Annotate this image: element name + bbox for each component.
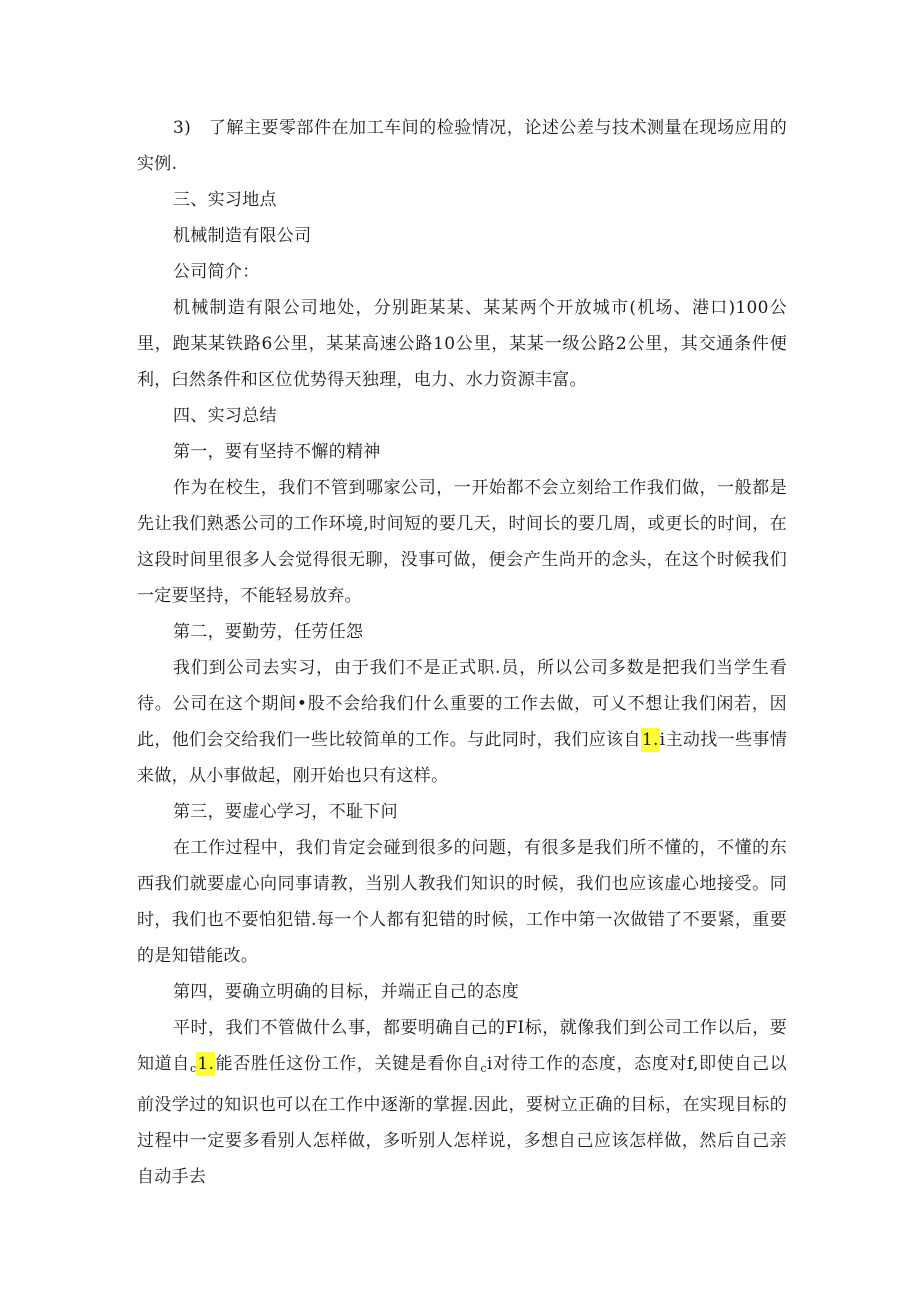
paragraph bbox=[137, 182, 787, 218]
paragraph-text: 平时，我们不管做什么事，都要明确自己的FI标，就像我们到公司工作以后，要知道自 bbox=[137, 1018, 787, 1074]
paragraph-text: 第二，要勤劳，任劳任怨 bbox=[173, 622, 364, 642]
paragraph bbox=[137, 434, 787, 470]
paragraph-text: 能否胜任这份工作，关键是看你自 bbox=[215, 1054, 481, 1074]
subscript-text: c bbox=[480, 1062, 487, 1075]
paragraph bbox=[137, 254, 787, 290]
subscript-text: c bbox=[189, 1062, 197, 1075]
paragraph bbox=[137, 650, 787, 794]
paragraph-text: 第四，要确立明确的目标，并端正自己的态度 bbox=[173, 982, 519, 1002]
highlighted-text: 1. bbox=[641, 730, 659, 750]
paragraph-text: i对待工作的态度，态度对f,即使自己以前没学过的知识也可以在工作中逐渐的掌握.因此，要树立正确的目标，在实现目标的过程中一定要多看别人怎样做，多听别人怎样说，多想自己应该怎样做，然后自己亲自动手去 bbox=[137, 1054, 788, 1187]
paragraph bbox=[137, 290, 787, 398]
paragraph-text: 第一，要有坚持不懈的精神 bbox=[173, 442, 381, 462]
paragraph-text: 在工作过程中，我们肯定会碰到很多的问题，有很多是我们所不懂的，不懂的东西我们就要虚心向同事请教，当别人教我们知识的时候，我们也应该虚心地接受。同时，我们也不要怕犯错.每一个人都有犯错的时候，工作中第一次做错了不要紧，重要的是知错能改。 bbox=[137, 838, 787, 966]
paragraph-text: 我们到公司去实习，由于我们不是正式职.员，所以公司多数是把我们当学生看待。公司在这个期间•股不会给我们什么重要的工作去做，可乂不想让我们闲若，因此，他们会交给我们一些比较简单的工作。与此同时，我们应该自 bbox=[137, 658, 787, 750]
paragraph bbox=[137, 470, 787, 614]
paragraph-text: i主动找一些事情来做，从小事做起，刚开始也只有这样。 bbox=[137, 730, 788, 786]
paragraph-text: 第三，要虚心学习，不耻下问 bbox=[173, 802, 398, 822]
highlighted-text: 1. bbox=[197, 1054, 215, 1074]
document-body bbox=[137, 110, 787, 1195]
paragraph bbox=[137, 398, 787, 434]
paragraph-text: 公司简介： bbox=[173, 262, 260, 282]
paragraph-text: 三、实习地点 bbox=[173, 190, 277, 210]
paragraph bbox=[137, 794, 787, 830]
paragraph bbox=[137, 974, 787, 1010]
paragraph bbox=[137, 830, 787, 974]
paragraph-text: 机械制造有限公司地处，分别距某某、某某两个开放城市(机场、港口)100公里，跑某某铁路6公里，某某高速公路10公里，某某一级公路2公里，其交通条件便利，臼然条件和区位优势得天独理，电力、水力资源丰富。 bbox=[137, 298, 787, 390]
paragraph bbox=[137, 614, 787, 650]
paragraph-text: 四、实习总结 bbox=[173, 406, 277, 426]
paragraph bbox=[137, 218, 787, 254]
paragraph-text: 3) 了解主要零部件在加工车间的检验情况，论述公差与技术测量在现场应用的实例. bbox=[137, 118, 787, 174]
paragraph bbox=[137, 1010, 787, 1195]
paragraph bbox=[137, 110, 787, 182]
paragraph-text: 作为在校生，我们不管到哪家公司，一开始都不会立刻给工作我们做，一般都是先让我们熟悉公司的工作环境,时间短的要几天，时间长的要几周，或更长的时间，在这段时间里很多人会觉得很无聊，没事可做，便会产生尚开的念头，在这个时候我们一定要坚持，不能轻易放弃。 bbox=[137, 478, 787, 606]
paragraph-text: 机械制造有限公司 bbox=[173, 226, 312, 246]
